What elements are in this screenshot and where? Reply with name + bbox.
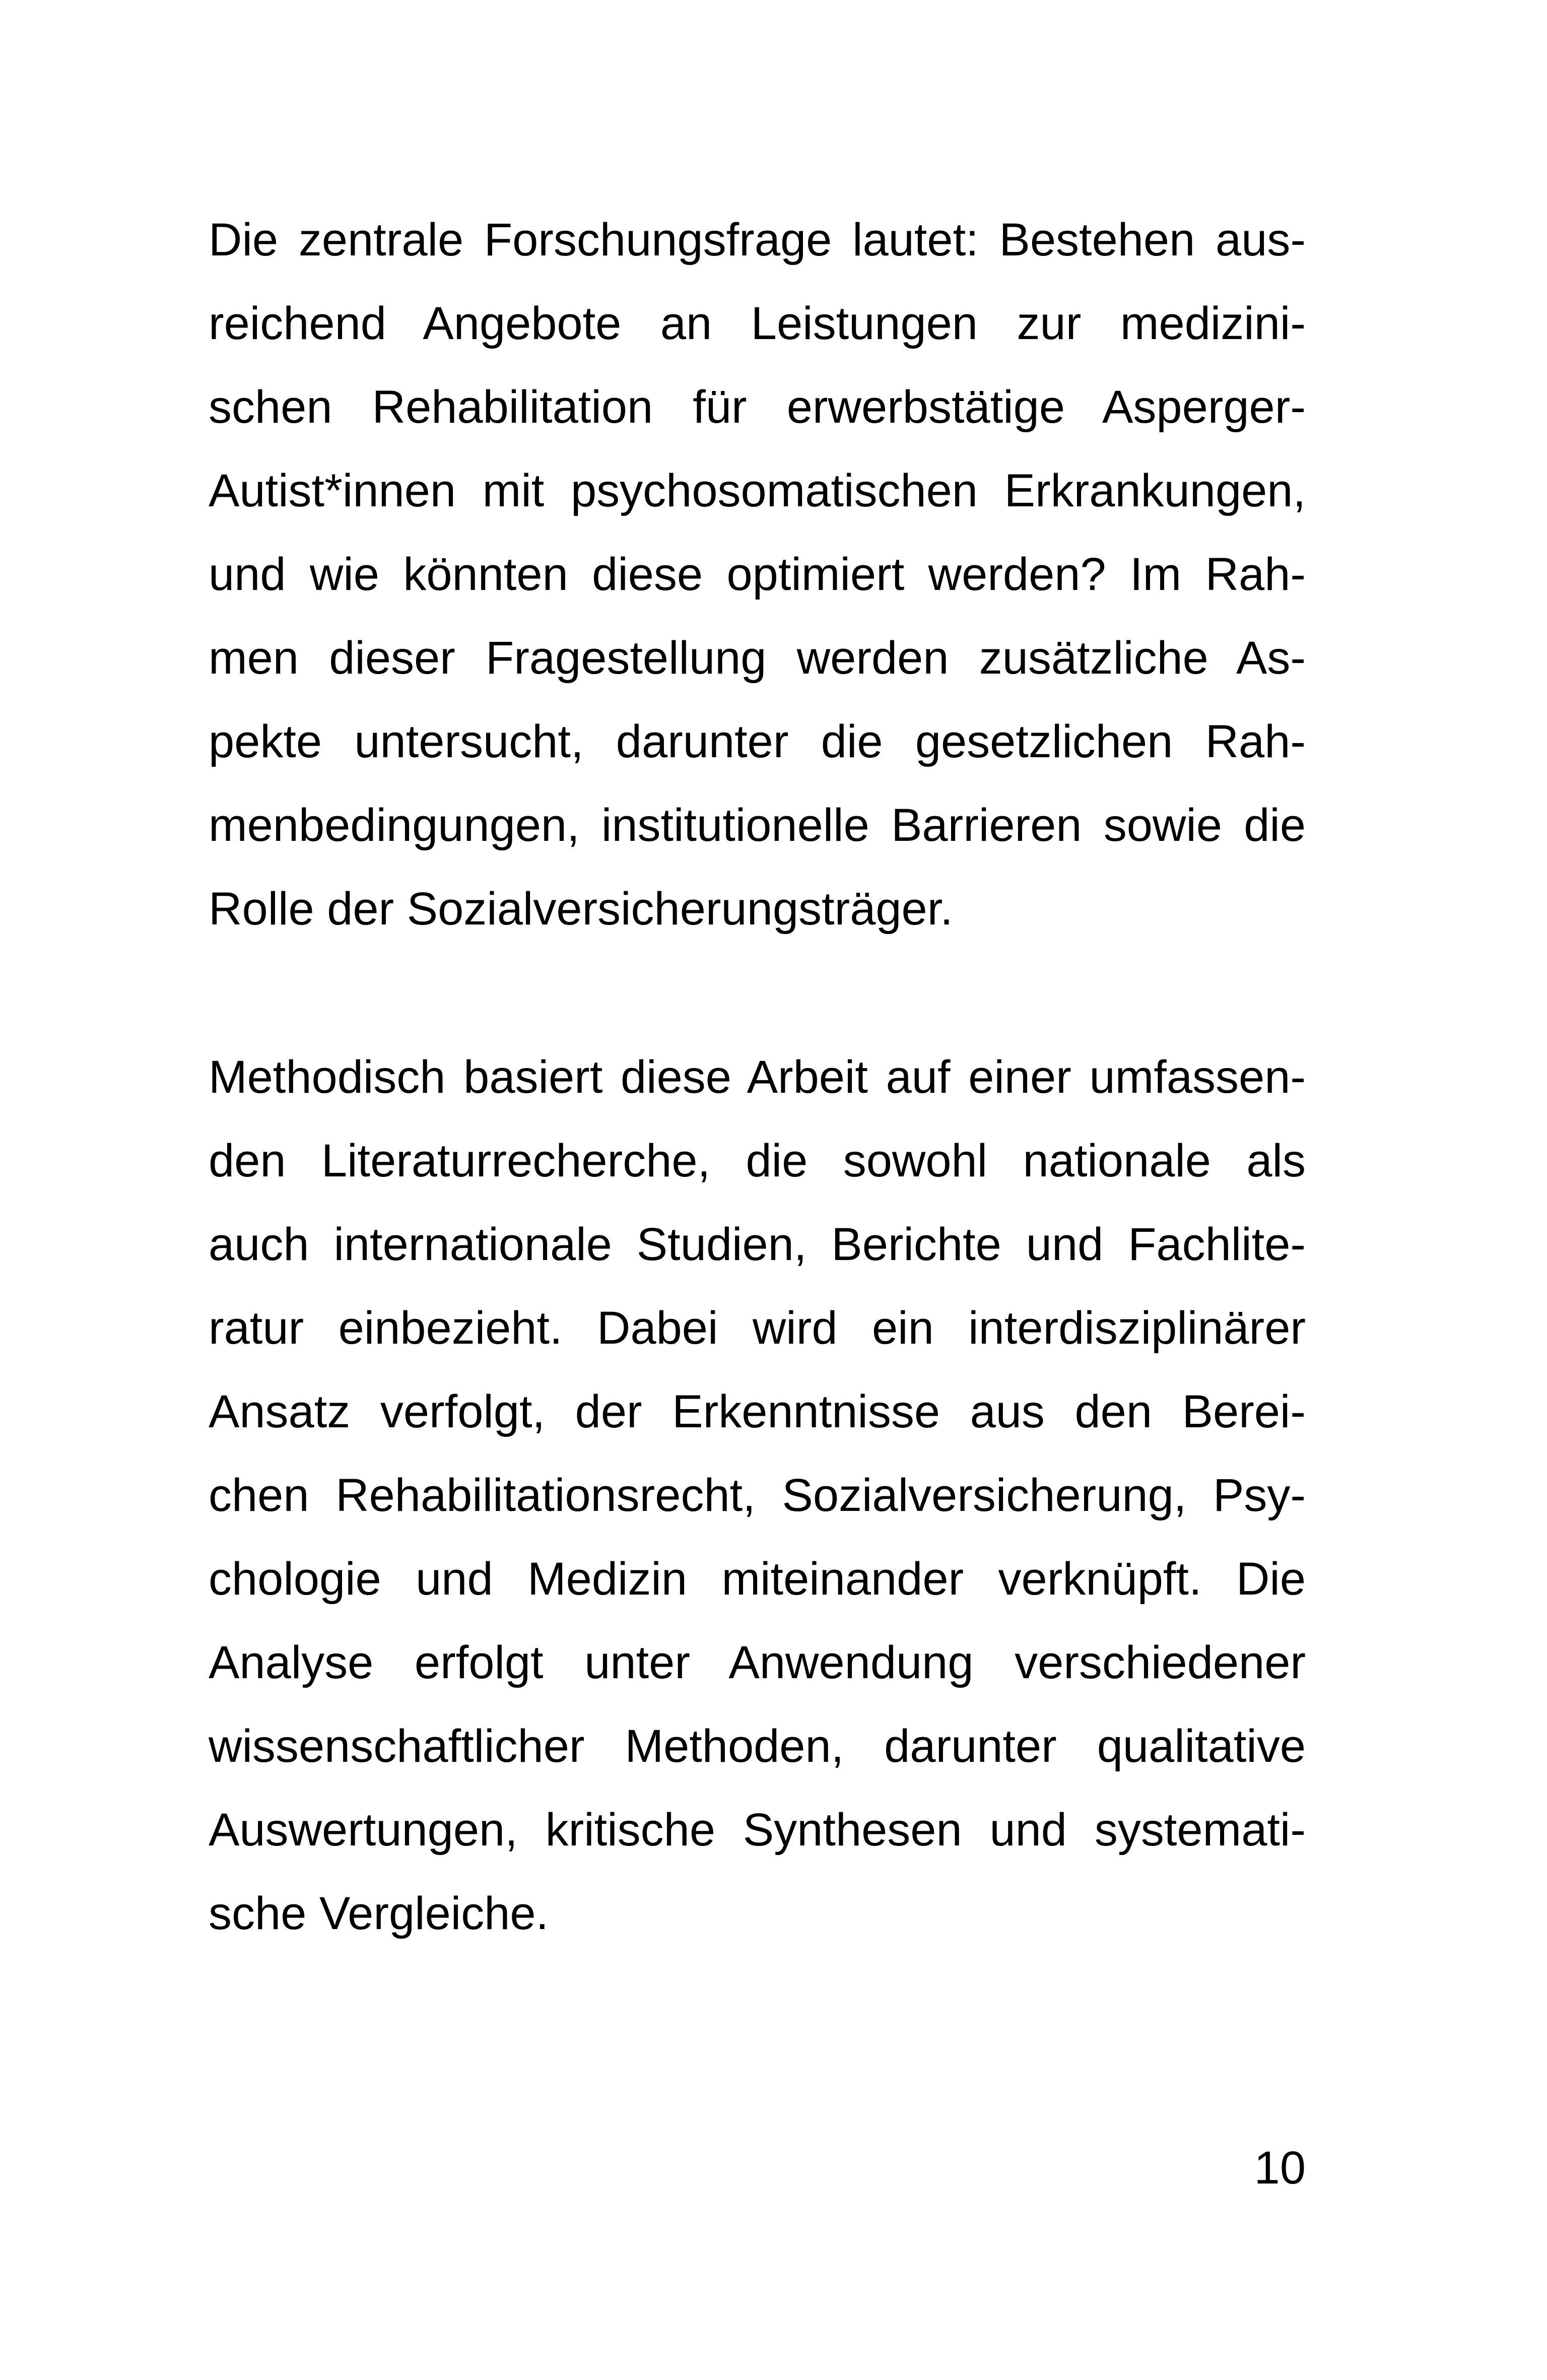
text-line: und wie könnten diese optimiert werden? Im Rah- (209, 549, 1306, 600)
text-line: Methodisch basiert diese Arbeit auf einer umfassen- (209, 1051, 1306, 1103)
paragraph-methodology (209, 1035, 1306, 1955)
text-line: wissenschaftlicher Methoden, darunter qualitative (209, 1721, 1306, 1772)
text-line: chologie und Medizin miteinander verknüpft. Die (209, 1553, 1306, 1605)
text-line: chen Rehabilitationsrecht, Sozialversicherung, Psy- (209, 1470, 1306, 1521)
text-line: schen Rehabilitation für erwerbstätige Asperger- (209, 381, 1306, 433)
paragraph-research-question (209, 198, 1306, 951)
text-line: Auswertungen, kritische Synthesen und systemati- (209, 1804, 1306, 1856)
text-line: Ansatz verfolgt, der Erkenntnisse aus den Berei- (209, 1386, 1306, 1437)
text-line: ratur einbezieht. Dabei wird ein interdisziplinärer (209, 1302, 1306, 1354)
text-line: pekte untersucht, darunter die gesetzlichen Rah- (209, 716, 1306, 767)
page-number: 10 (1254, 2142, 1306, 2194)
text-line: Rolle der Sozialversicherungsträger. (209, 883, 953, 935)
text-line: den Literaturrecherche, die sowohl nationale als (209, 1135, 1306, 1186)
text-line: menbedingungen, institutionelle Barrieren sowie die (209, 800, 1306, 851)
text-line: Autist*innen mit psychosomatischen Erkrankungen, (209, 465, 1306, 516)
text-line: men dieser Fragestellung werden zusätzliche As- (209, 632, 1306, 684)
text-line: auch internationale Studien, Berichte und Fachlite- (209, 1219, 1306, 1270)
text-line: Die zentrale Forschungsfrage lautet: Bestehen aus- (209, 214, 1306, 266)
text-line: sche Vergleiche. (209, 1888, 549, 1939)
text-line: Analyse erfolgt unter Anwendung verschiedener (209, 1637, 1306, 1688)
text-line: reichend Angebote an Leistungen zur medizini- (209, 298, 1306, 349)
